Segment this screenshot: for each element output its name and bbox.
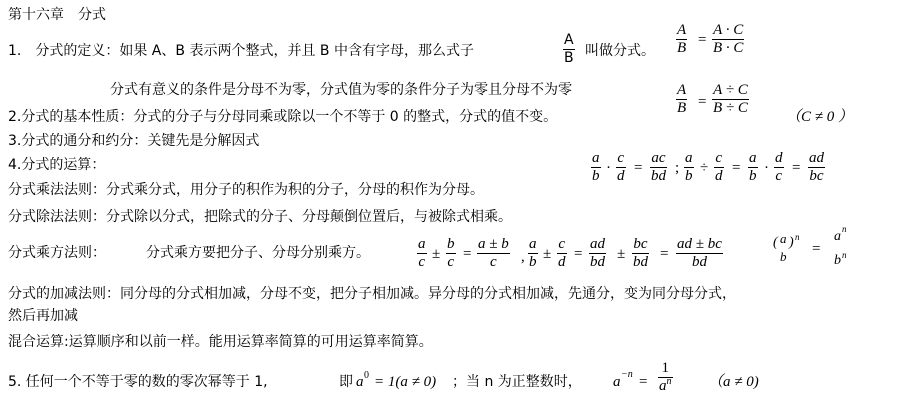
common-denominator-line: 3.分式的通分和约分：关键先是分解因式 bbox=[8, 133, 260, 149]
basic-property-line: 2.分式的基本性质：分式的分子与分母同乘或除以一个不等于 0 的整式，分式的值不变。 bbox=[8, 109, 558, 125]
property-formula-2-right: $\frac{A \div C}{B \div C}$ bbox=[713, 82, 748, 116]
addition-rule-line: 分式的加减法则：同分母的分式相加减，分母不变，把分子相加减。异分母的分式相加减，先通分，变为同分母分式， bbox=[8, 286, 736, 302]
mixed-operation-line: 混合运算:运算顺序和以前一样。能用运算率简算的可用运算率简算。 bbox=[8, 334, 433, 350]
page-title: 第十六章 分式 bbox=[8, 7, 106, 23]
addition-rule-continuation: 然后再加减 bbox=[8, 308, 78, 324]
equals-sign: = bbox=[698, 94, 707, 110]
power-rule-label: 分式乘方法则： bbox=[8, 245, 106, 261]
property-formula-2-left: $\frac{A}{B}$ bbox=[677, 82, 687, 116]
multiplication-rule-line: 分式乘法法则：分式乘分式，用分子的积作为积的分子，分母的积作为分母。 bbox=[8, 182, 484, 198]
power-rule-text: 分式乘方要把分子、分母分别乘方。 bbox=[146, 245, 370, 261]
meaningful-condition-line: 分式有意义的条件是分母不为零，分式值为零的条件分子为零且分母不为零 bbox=[110, 82, 572, 98]
operations-heading: 4.分式的运算： bbox=[8, 157, 106, 173]
property-formula-1-right: $\frac{A \cdot C}{B \cdot C}$ bbox=[713, 22, 744, 56]
division-rule-line: 分式除法法则：分式除以分式，把除式的分子、分母颠倒位置后，与被除式相乘。 bbox=[8, 209, 512, 225]
equals-sign: = bbox=[698, 32, 707, 48]
condition-a-nonzero: （a ≠ 0) bbox=[708, 374, 759, 390]
definition-fraction: $\frac{A}{B}$ bbox=[564, 32, 574, 66]
condition-c-nonzero: （C ≠ 0 ） bbox=[786, 109, 853, 125]
definition-line: 1. 分式的定义：如果 A、B 表示两个整式，并且 B 中含有字母，那么式子 bbox=[8, 43, 474, 59]
property-formula-1-left: $\frac{A}{B}$ bbox=[677, 22, 687, 56]
positive-integer-clause: ；当 n 为正整数时， bbox=[452, 374, 582, 390]
zero-exponent-ji: 即 bbox=[339, 374, 353, 390]
definition-tail: 叫做分式。 bbox=[585, 43, 655, 59]
zero-exponent-line: 5. 任何一个不等于零的数的零次幂等于 1, bbox=[8, 374, 268, 390]
